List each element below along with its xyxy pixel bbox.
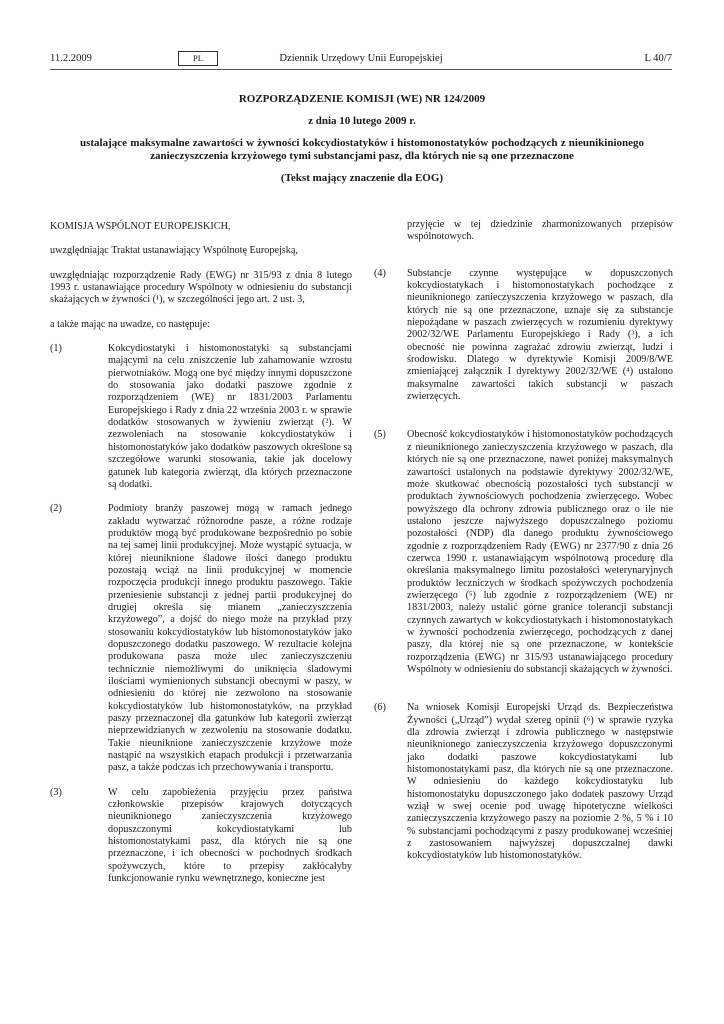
page-header bbox=[50, 52, 672, 70]
recital-1 bbox=[50, 343, 352, 491]
regulation-subject: ustalające maksymalne zawartości w żywności kokcydiostatyków i histomonostatyków pochodzących z nieunikinionego zanieczyszczenia krzyżowego tymi substancjami pasz, dla których nie są one przeznaczone bbox=[80, 137, 644, 162]
header-divider bbox=[50, 69, 672, 70]
recital-number: (1) bbox=[50, 343, 62, 355]
left-column bbox=[50, 221, 352, 886]
regulation-title: ROZPORZĄDZENIE KOMISJI (WE) NR 124/2009 bbox=[238, 93, 486, 105]
whereas-intro: a także mając na uwadze, co następuje: bbox=[50, 318, 210, 330]
recital-2 bbox=[50, 503, 352, 775]
recital-3 bbox=[50, 787, 352, 886]
journal-name: Dziennik Urzędowy Unii Europejskiej bbox=[279, 53, 443, 64]
recital-text: Kokcydiostatyki i histomonostatyki są substancjami mającymi na celu zniszczenie lub zahamowanie wzrostu pierwotniaków. Mogą one być między innymi dopuszczone do stosowania jako dodatki paszowe zgodnie z rozporządzeniem (WE) nr 1831/2003 Parlamentu Europejskiego i Rady z dnia 22 września 2003 r. w sprawie dodatków stosowanych w żywieniu zwierząt (²). W zezwoleniach na stosowanie kokcydiostatyków i histomonostatyków jako dodatków paszowych określone są szczegółowe warunki stosowania, takie jak docelowy gatunek lub kategoria zwierząt, dla których przeznaczone są dodatki. bbox=[108, 343, 352, 490]
recital-number: (2) bbox=[50, 503, 62, 515]
right-column bbox=[374, 219, 673, 863]
regulation-date: z dnia 10 lutego 2009 r. bbox=[308, 115, 416, 127]
issuing-body: KOMISJA WSPÓLNOT EUROPEJSKICH, bbox=[50, 221, 231, 232]
recital-number: (5) bbox=[374, 429, 386, 441]
publication-date: 11.2.2009 bbox=[50, 53, 92, 64]
recital-text: W celu zapobieżenia przyjęciu przez państwa członkowskie przepisów krajowych dotyczących nieuniknionego zanieczyszczenia krzyżowego dopuszczonymi kokcydiostatykami lub histomonostatykami pasz, dla których nie są one przeznaczone, i ich obecności w pochodnych środkach spożywczych, które to przepisy zakłócałyby funkcjonowanie rynku wewnętrznego, konieczne jest bbox=[108, 786, 352, 885]
having-regard-regulation: uwzględniając rozporządzenie Rady (EWG) nr 315/93 z dnia 8 lutego 1993 r. ustanawiające procedury Wspólnoty w odniesieniu do substancji skażających w żywności (¹), w szczególności jego art. 2 ust. 3, bbox=[50, 269, 352, 306]
recital-text: Podmioty branży paszowej mogą w ramach jednego zakładu wytwarzać różnorodne pasze, a różne rodzaje produktów mogą być produkowane bezpośrednio po sobie na tej samej linii produkcyjnej. Może wystąpić sytuacja, w której nieuniknione śladowe ilości danego produktu pozostają wciąż na linii produkcyjnej w momencie rozpoczęcia produkcji innego produktu paszowego. Takie przeniesienie substancji z jednej partii produkcyjnej do drugiej określa się mianem „zanieczyszczenia krzyżowego”, a dojść do niego może na przykład przy stosowaniu kokcydiostatyków lub histomonostatyków jako dopuszczonego dodatku paszowego. W rezultacie kolejna produkowana pasza może ulec zanieczyszczeniu technicznie niemożliwymi do uniknięcia śladowymi ilościami wymienionych substancji obecnymi w paszy, w odniesieniu do której nie zezwolono na stosowanie kokcydiostatyków lub histomonostatyków, na przykład paszy przeznaczonej dla gatunków lub kategorii zwierząt nieprzewidzianych w zezwoleniu na stosowanie dodatku. Takie nieuniknione zanieczyszczenie krzyżowe może nastąpić na wszystkich etapach produkcji i przetwarzania pasz, a także podczas ich przechowywania i transportu. bbox=[108, 503, 352, 774]
recital-5 bbox=[374, 429, 673, 676]
recital-text: Na wniosek Komisji Europejski Urząd ds. Bezpieczeństwa Żywności („Urząd”) wydał szereg opinii (⁶) w sprawie ryzyka dla zdrowia zwierząt i zdrowia publicznego w następstwie nieuniknionego zanieczyszczenia krzyżowego dopuszczonymi jako dodatki paszowe kokcydiostatykami lub histomonostatykami pasz, dla których nie są one przeznaczone. W odniesieniu do każdego kokcydiostatyku lub histomonostatyku dopuszczonego jako dodatek paszowy Urząd wziął w swej ocenie pod uwagę hipotetyczne wielkości zanieczyszczenia krzyżowego paszy na poziomie 2 %, 5 % i 10 % substancjami pochodzącymi z paszy produkowanej wcześniej z zastosowaniem najwyższej dopuszczalnej dawki kokcydiostatyków lub histomonostatyków. bbox=[407, 702, 673, 862]
recital-number: (3) bbox=[50, 786, 62, 798]
recital-4 bbox=[374, 268, 673, 404]
eea-relevance: (Tekst mający znaczenie dla EOG) bbox=[280, 172, 444, 184]
language-badge: PL bbox=[178, 51, 218, 66]
recital-text: Substancje czynne występujące w dopuszczonych kokcydiostatykach i histomonostatykach pochodzące z nieuniknionego zanieczyszczenia krzyżowego w paszach, dla których nie są one przeznaczone, uznaje się za substancje niepożądane w paszach zwierzęcych w rozumieniu dyrektywy 2002/32/WE Parlamentu Europejskiego i Rady (³), a ich obecność nie powinna zagrażać zdrowiu zwierząt, ludzi i środowisku. Dlatego w dyrektywie Komisji 2009/8/WE zmieniającej załącznik I dyrektywy 2002/32/WE (⁴) ustalono maksymalne zawartości takich substancji w paszach zwierzęcych. bbox=[407, 267, 673, 403]
recital-number: (6) bbox=[374, 702, 386, 714]
recital-text: Obecność kokcydiostatyków i histomonostatyków pochodzących z nieuniknionego zanieczyszczenia krzyżowego w paszach, dla których nie są one przeznaczone, nawet poniżej maksymalnych zawartości ustalonych na podstawie dyrektywy 2002/32/WE, może skutkować obecnością pozostałości tych substancji w produktach żywnościowych pochodzenia zwierzęcego. Wobec powyższego dla ochrony zdrowia publicznego oraz o ile nie ustalono jeszcze najwyższego dopuszczalnego poziomu pozostałości (NDP) dla danego produktu żywnościowego zgodnie z rozporządzeniem Rady (EWG) nr 2377/90 z dnia 26 czerwca 1990 r. ustanawiającym wspólnotową procedurę dla określania maksymalnego limitu pozostałości weterynaryjnych produktów leczniczych w środkach spożywczych pochodzenia zwierzęcego (⁵) lub zgodnie z rozporządzeniem (WE) nr 1831/2003, należy ustalić górne granice tolerancji substancji czynnych zawartych w kokcydiostatykach i histomonostatykach w żywności pochodzenia zwierzęcego, pochodzących z danej paszy, dla której nie są one przeznaczone, w kontekście rozporządzenia (EWG) nr 315/93 ustanawiającego procedury Wspólnoty w odniesieniu do substancji skażających w żywności. bbox=[407, 429, 673, 675]
recital-6 bbox=[374, 702, 673, 862]
recital-number: (4) bbox=[374, 267, 386, 279]
recital-text: przyjęcie w tej dziedzinie zharmonizowanych przepisów wspólnotowych. bbox=[407, 219, 673, 243]
recital-3-continued bbox=[374, 219, 673, 244]
having-regard-treaty: uwzględniając Traktat ustanawiający Wspólnotę Europejską, bbox=[50, 245, 298, 257]
regulation-title-block bbox=[80, 93, 644, 185]
page-number: L 40/7 bbox=[644, 53, 672, 64]
